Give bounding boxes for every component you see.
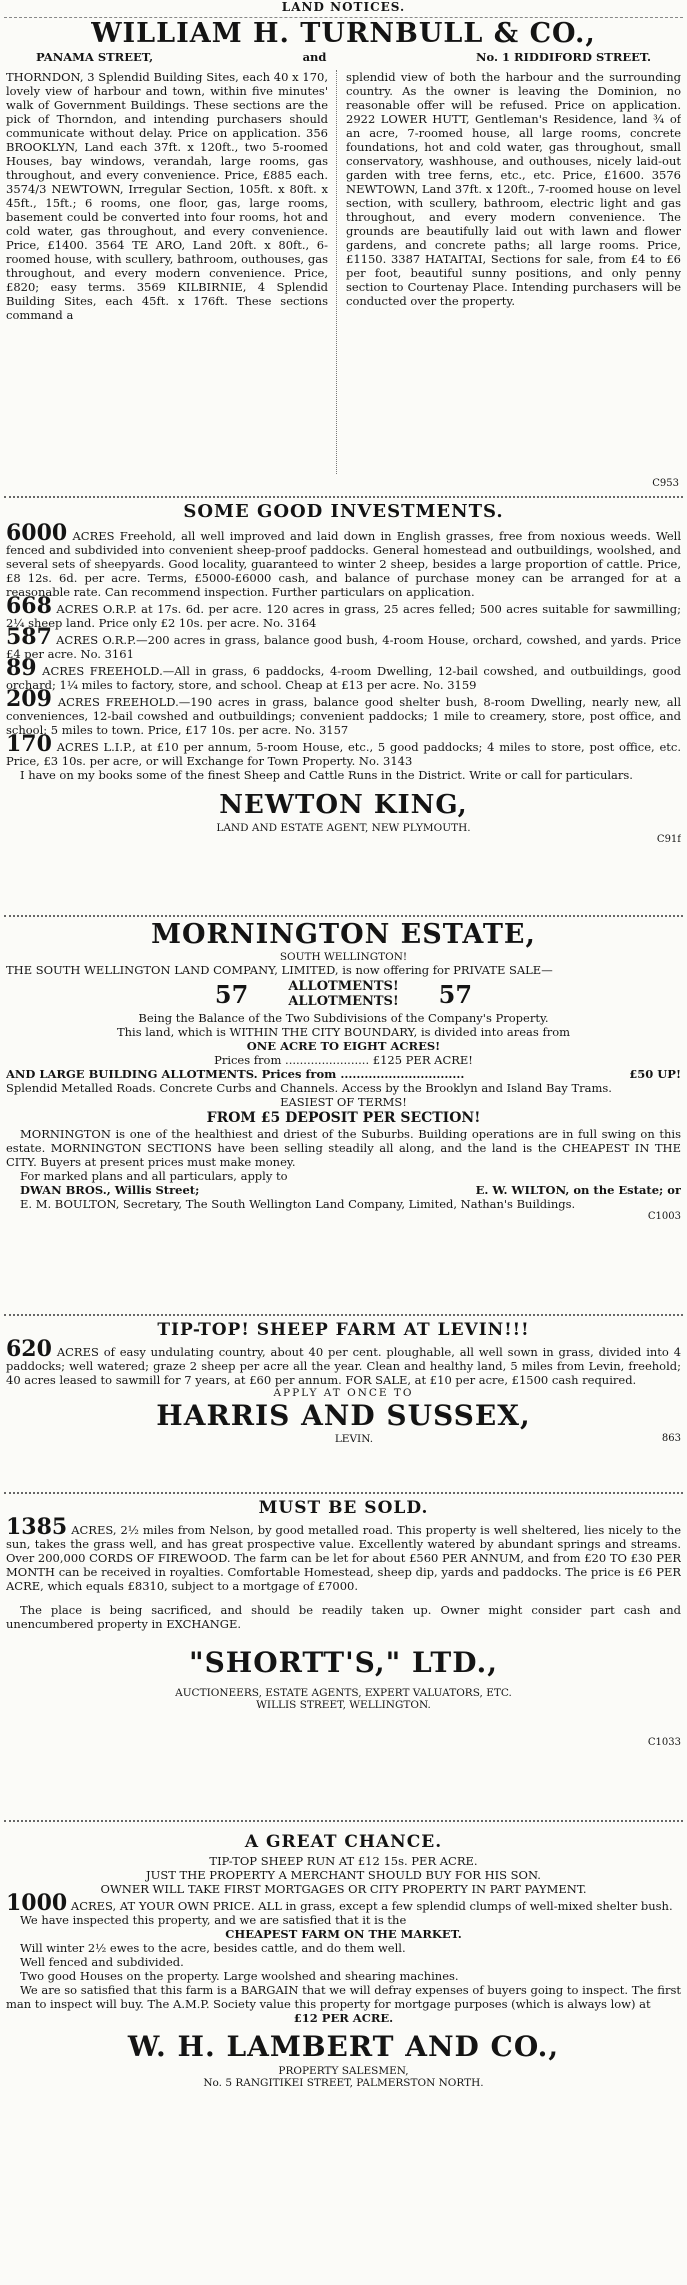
mornington-within: This land, which is WITHIN THE CITY BOUNDARY, is divided into areas from [116, 1025, 571, 1039]
harris-apply: APPLY AT ONCE TO [273, 1387, 414, 1399]
lambert-value: £12 PER ACRE. [293, 2011, 394, 2025]
mornington-intro: THE SOUTH WELLINGTON LAND COMPANY, LIMITED, is now offering for PRIVATE SALE— [6, 963, 553, 977]
mornington-prices: Prices from ....................... £125 PER ACRE! [214, 1053, 473, 1067]
mornington-deposit: FROM £5 DEPOSIT PER SECTION! [206, 1110, 481, 1126]
investment-item [6, 593, 681, 630]
investment-text: ACRES O.R.P. at 17s. 6d. per acre. 120 acres in grass, 25 acres felled; 500 acres suitable for sawmilling; 2¼ sheep land. Price only £2 10s. per acre. No. 3164 [6, 602, 681, 630]
acre-count: 587 [6, 624, 52, 650]
shortts-subtitle: AUCTIONEERS, ESTATE AGENTS, EXPERT VALUATORS, ETC. [175, 1687, 512, 1699]
turnbull-left-text: THORNDON, 3 Splendid Building Sites, each 40 x 170, lovely view of harbour and town, within five minutes' walk of Government Buildings. These sections are the pick of Thorndon, and intending purchasers should communicate without delay. Price on application. 356 BROOKLYN, Land each 37ft. x 120ft., two 5-roomed Houses, bay windows, verandah, large rooms, gas throughout, and every convenience. Price, £885 each. 3574/3 NEWTOWN, Irregular Section, 105ft. x 80ft. x 45ft., 15ft.; 6 rooms, one floor, gas, large rooms, basement could be converted into four rooms, hot and cold water, gas throughout, and every convenience. Price, £1400. 3564 TE ARO, Land 20ft. x 80ft., 6-roomed house, with scullery, bathroom, outhouses, gas throughout, and every modern convenience. Price, £820; easy terms. 3569 KILBIRNIE, 4 Splendid Building Sites, each 45ft. x 176ft. These sections command a [6, 70, 328, 322]
levin-heading: TIP-TOP! SHEEP FARM AT LEVIN!!! [157, 1320, 530, 1340]
acre-count: 668 [6, 593, 52, 619]
turnbull-name: WILLIAM H. TURNBULL & CO., [91, 18, 596, 49]
harris-code: 863 [661, 1433, 681, 1444]
mornington-advertisement [6, 919, 681, 1312]
mornington-roads: Splendid Metalled Roads. Concrete Curbs and Channels. Access by the Brooklyn and Island Bay Trams. [6, 1081, 612, 1095]
lambert-houses: Two good Houses on the property. Large woolshed and shearing machines. [20, 1969, 459, 1983]
mornington-balance: Being the Balance of the Two Subdivisions of the Company's Property. [138, 1011, 549, 1025]
levin-text [6, 1336, 681, 1387]
turnbull-right-text: splendid view of both the harbour and the surrounding country. As the owner is leaving the Dominion, no reasonable offer will be refused. Price on application. 2922 LOWER HUTT, Gentleman's Residence, land ¾ of an acre, 7-roomed house, all large rooms, concrete foundations, hot and cold water, gas throughout, small conservatory, washhouse, and outhouses, nicely laid-out garden with tree ferns, etc., etc. Price, £1600. 3576 NEWTOWN, Land 37ft. x 120ft., 7-roomed house on level section, with scullery, bathroom, electric light and gas throughout, and every modern convenience. The grounds are beautifully laid out with lawn and flower gardens, and concrete paths; all large rooms. Price, £1150. 3387 HATAITAI, Sections for sale, from £4 to £6 per foot, beautiful sunny positions, and only penny section to Courtenay Place. Intending purchasers will be conducted over the property. [346, 70, 681, 308]
mornington-title: MORNINGTON ESTATE, [151, 919, 536, 950]
allotments-number-left: 57 [214, 979, 249, 1009]
divider [4, 1820, 683, 1822]
lambert-winter: Will winter 2½ ewes to the acre, besides cattle, and do them well. [20, 1941, 406, 1955]
mornington-agents [6, 1183, 681, 1197]
investment-item [6, 624, 681, 661]
lambert-fenced: Well fenced and subdivided. [20, 1955, 184, 1969]
shortts-name: "SHORTT'S," LTD., [188, 1646, 498, 1679]
page-header: LAND NOTICES. [281, 0, 406, 14]
great-chance-heading: A GREAT CHANCE. [244, 1832, 443, 1852]
investment-item [6, 520, 681, 599]
large-allotments-price: £50 UP! [629, 1067, 681, 1081]
shortts-body: The place is being sacrificed, and should be readily taken up. Owner might consider part cash and unencumbered property in EXCHANGE. [6, 1603, 681, 1631]
divider [4, 1492, 683, 1494]
investment-item [6, 731, 681, 768]
turnbull-advertisement [6, 18, 681, 494]
investment-item [6, 655, 681, 692]
agent-dwan: DWAN BROS., Willis Street; [20, 1183, 200, 1197]
acre-count: 89 [6, 655, 37, 681]
harris-sussex-advertisement [6, 1318, 681, 1490]
mornington-apply: For marked plans and all particulars, apply to [20, 1169, 288, 1183]
investment-item [6, 686, 681, 737]
newton-code: C91f [656, 834, 681, 845]
lambert-advertisement [6, 1824, 681, 2285]
lambert-inspected: We have inspected this property, and we are satisfied that it is the [20, 1913, 407, 1927]
turnbull-address-mid: and [302, 50, 327, 64]
lambert-cheapest: CHEAPEST FARM ON THE MARKET. [225, 1927, 462, 1941]
nelson-description: ACRES, 2½ miles from Nelson, by good metalled road. This property is well sheltered, lies nicely to the sun, takes the grass well, and has great prospective value. Excellently watered by abundant springs and streams. Over 200,000 CORDS OF FIREWOOD. The farm can be let for about £560 PER ANNUM, and from £20 TO £30 PER MONTH can be received in royalties. Comfortable Homestead, sheep dip, yards and paddocks. The price is £6 PER ACRE, which equals £8310, subject to a mortgage of £7000. [6, 1523, 681, 1593]
acre-count: 1000 [6, 1890, 68, 1916]
investment-text: ACRES Freehold, all well improved and laid down in English grasses, free from noxious weeds. Well fenced and subdivided into convenient sheep-proof paddocks. General homestead and outbuildings, woolshed, and several sets of sheepyards. Good locality, guaranteed to winter 2 sheep, besides a large proportion of cattle. Price, £8 12s. 6d. per acre. Terms, £5000-£6000 cash, and balance of purchase money can be arranged for at a reasonable rate. Can recommend inspection. Further particulars on application. [6, 529, 681, 599]
agent-wilton: E. W. WILTON, on the Estate; or [475, 1183, 681, 1197]
lambert-line3: OWNER WILL TAKE FIRST MORTGAGES OR CITY PROPERTY IN PART PAYMENT. [100, 1882, 587, 1896]
divider [4, 915, 683, 917]
divider [4, 1314, 683, 1316]
acre-count: 170 [6, 731, 52, 757]
mornington-code: C1003 [647, 1211, 681, 1222]
column-divider [336, 70, 337, 474]
investment-text: ACRES FREEHOLD.—All in grass, 6 paddocks, 4-room Dwelling, 12-bail cowshed, and outbuildings, good orchard; 1¼ miles to factory, store, and school. Cheap at £13 per acre. No. 3159 [6, 664, 681, 692]
turnbull-address [6, 50, 681, 64]
shortts-code: C1033 [647, 1737, 681, 1748]
turnbull-address-right: No. 1 RIDDIFORD STREET. [476, 50, 651, 64]
turnbull-left-column [6, 70, 328, 486]
must-be-sold-heading: MUST BE SOLD. [258, 1498, 429, 1518]
harris-footer [6, 1433, 681, 1445]
mornington-body: MORNINGTON is one of the healthiest and driest of the Suburbs. Building operations are in full swing on this estate. MORNINGTON SECTIONS have been selling steadily all along, and the land is the CHEAPEST IN THE CITY. Buyers at present prices must make money. [6, 1127, 681, 1169]
lambert-bargain: We are so satisfied that this farm is a BARGAIN that we will defray expenses of buyers going to inspect. The first man to inspect will buy. The A.M.P. Society value this property for mortgage purposes (which is always low) at [6, 1983, 681, 2011]
lambert-acres [6, 1890, 681, 1916]
harris-subtitle: LEVIN. [334, 1433, 374, 1445]
newton-footer: I have on my books some of the finest Sheep and Cattle Runs in the District. Write or call for particulars. [20, 768, 633, 782]
lambert-line1: TIP-TOP SHEEP RUN AT £12 15s. PER ACRE. [209, 1854, 478, 1868]
mornington-boulton: E. M. BOULTON, Secretary, The South Wellington Land Company, Limited, Nathan's Buildings. [20, 1197, 576, 1211]
allotments-label: ALLOTMENTS! [288, 979, 399, 994]
shortts-advertisement [6, 1496, 681, 1818]
large-allotments-text: AND LARGE BUILDING ALLOTMENTS. Prices from ............................... [6, 1067, 465, 1081]
mornington-easiest: EASIEST OF TERMS! [280, 1095, 407, 1109]
lambert-name: W. H. LAMBERT AND CO., [127, 2030, 560, 2063]
lambert-line2: JUST THE PROPERTY A MERCHANT SHOULD BUY FOR HIS SON. [146, 1868, 541, 1882]
lambert-subtitle: PROPERTY SALESMEN, [278, 2065, 409, 2077]
harris-sussex-name: HARRIS AND SUSSEX, [156, 1399, 531, 1432]
mornington-areas: ONE ACRE TO EIGHT ACRES! [246, 1039, 441, 1053]
turnbull-code: C953 [652, 478, 679, 489]
investment-text: ACRES O.R.P.—200 acres in grass, balance good bush, 4-room House, orchard, cowshed, and yards. Price £4 per acre. No. 3161 [6, 633, 681, 661]
turnbull-address-left: PANAMA STREET, [36, 50, 154, 64]
acre-count: 6000 [6, 520, 68, 546]
allotments-banner [6, 979, 681, 1009]
levin-description: ACRES of easy undulating country, about 40 per cent. ploughable, all well sown in grass, divided into 4 paddocks; well watered; graze 2 sheep per acre all the year. Clean and healthy land, 5 miles from Levin, freehold; 40 acres leased to sawmill for 7 years, at £60 per annum. FOR SALE, at £10 per acre, £1500 cash required. [6, 1345, 681, 1387]
shortts-address: WILLIS STREET, WELLINGTON. [256, 1699, 431, 1711]
newton-king-subtitle: LAND AND ESTATE AGENT, NEW PLYMOUTH. [216, 822, 471, 834]
acre-count: 620 [6, 1336, 52, 1362]
acre-count: 1385 [6, 1514, 68, 1540]
allotments-label: ALLOTMENTS! [288, 994, 399, 1009]
newton-king-name: NEWTON KING, [219, 790, 468, 820]
nelson-text [6, 1514, 681, 1593]
mornington-large-allotments [6, 1067, 681, 1081]
allotments-number-right: 57 [438, 979, 473, 1009]
investment-list [6, 520, 681, 768]
acre-count: 209 [6, 686, 52, 712]
investment-text: ACRES L.I.P., at £10 per annum, 5-room House, etc., 5 good paddocks; 4 miles to store, post office, etc. Price, £3 10s. per acre, or will Exchange for Town Property. No. 3143 [6, 740, 681, 768]
turnbull-right-column [346, 70, 681, 474]
allotments-labels [288, 979, 398, 1009]
investments-heading: SOME GOOD INVESTMENTS. [183, 501, 504, 522]
newton-king-advertisement [6, 500, 681, 913]
investment-text: ACRES FREEHOLD.—190 acres in grass, balance good shelter bush, 8-room Dwelling, nearly new, all conveniences, 12-bail cowshed and outbuildings; convenient paddocks; 1 mile to creamery, store, post office, and school; 5 miles to town. Price, £17 10s. per acre. No. 3157 [6, 695, 681, 737]
lambert-address: No. 5 RANGITIKEI STREET, PALMERSTON NORTH. [203, 2077, 484, 2089]
divider [4, 496, 683, 498]
mornington-subtitle: SOUTH WELLINGTON! [279, 951, 408, 963]
lambert-description: ACRES, AT YOUR OWN PRICE. ALL in grass, except a few splendid clumps of well-mixed shelter bush. [70, 1899, 673, 1913]
